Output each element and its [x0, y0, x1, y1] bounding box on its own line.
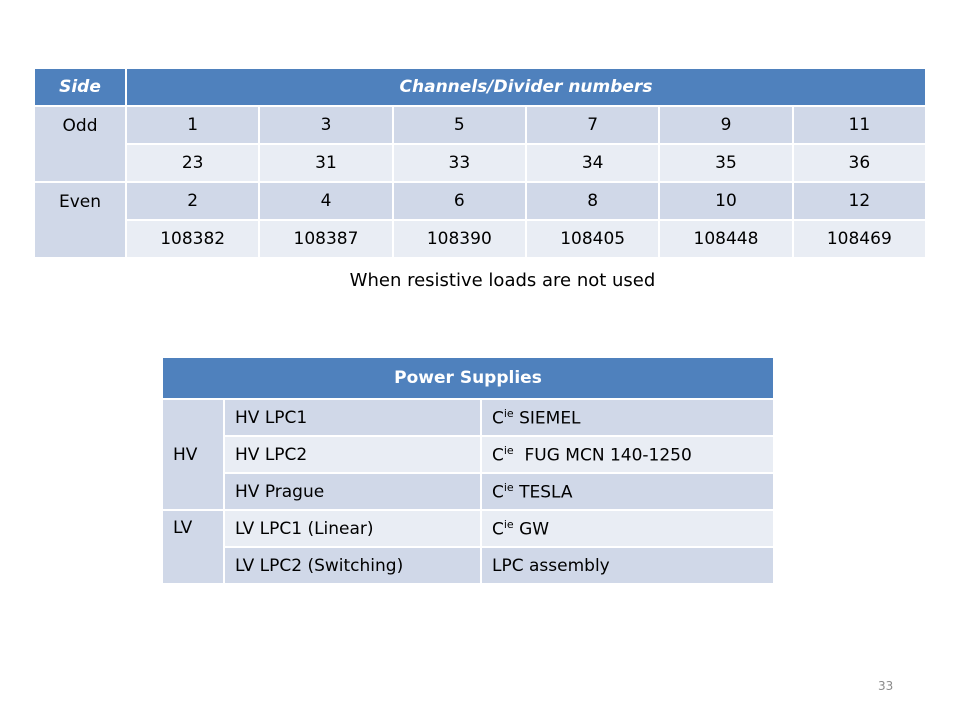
- table-cell: 10: [659, 182, 792, 220]
- table-cell: 3: [259, 106, 392, 144]
- supply-company: $C^{ie}$ SIEMEL: [481, 399, 774, 436]
- table-cell: 6: [393, 182, 526, 220]
- table-cell: 35: [659, 144, 792, 182]
- table-cell: 23: [126, 144, 259, 182]
- side-header: Side: [34, 68, 126, 106]
- supply-name: HV LPC1: [224, 399, 481, 436]
- table-row: [162, 547, 774, 584]
- hv-group-label: HV: [162, 399, 224, 510]
- table-row: [34, 144, 926, 182]
- table-cell: 11: [793, 106, 926, 144]
- table-cell: 108405: [526, 220, 659, 258]
- table-cell: 108382: [126, 220, 259, 258]
- table-row: [162, 399, 774, 436]
- supply-company: LPC assembly: [481, 547, 774, 584]
- table-cell: 33: [393, 144, 526, 182]
- odd-side-label: Odd: [34, 106, 126, 182]
- power-supplies-table: [161, 356, 775, 585]
- even-side-label: Even: [34, 182, 126, 258]
- table-cell: 31: [259, 144, 392, 182]
- supply-company: $C^{ie}$ GW: [481, 510, 774, 547]
- table-cell: 108469: [793, 220, 926, 258]
- table-cell: 2: [126, 182, 259, 220]
- table-cell: 108448: [659, 220, 792, 258]
- table-cell: 9: [659, 106, 792, 144]
- table-row: [162, 473, 774, 510]
- supply-name: LV LPC2 (Switching): [224, 547, 481, 584]
- table-row: [34, 220, 926, 258]
- table-cell: 12: [793, 182, 926, 220]
- table-cell: 108390: [393, 220, 526, 258]
- table-row: [34, 182, 926, 220]
- power-supplies-header: Power Supplies: [162, 357, 774, 399]
- supply-name: LV LPC1 (Linear): [224, 510, 481, 547]
- channels-header: Channels/Divider numbers: [126, 68, 926, 106]
- table-row: [162, 436, 774, 473]
- supply-name: HV Prague: [224, 473, 481, 510]
- table-cell: 7: [526, 106, 659, 144]
- table-cell: 1: [126, 106, 259, 144]
- page-number: 33: [878, 679, 894, 693]
- table-cell: 108387: [259, 220, 392, 258]
- supply-name: HV LPC2: [224, 436, 481, 473]
- table-caption: When resistive loads are not used: [349, 270, 656, 291]
- table-cell: 4: [259, 182, 392, 220]
- supply-company: $C^{ie}$ FUG MCN 140-1250: [481, 436, 774, 473]
- lv-group-label: LV: [162, 510, 224, 584]
- table-cell: 36: [793, 144, 926, 182]
- table-cell: 8: [526, 182, 659, 220]
- channels-table: [33, 67, 927, 259]
- table-row: [162, 510, 774, 547]
- supply-company: $C^{ie}$ TESLA: [481, 473, 774, 510]
- table-cell: 34: [526, 144, 659, 182]
- table-row: [34, 106, 926, 144]
- table-cell: 5: [393, 106, 526, 144]
